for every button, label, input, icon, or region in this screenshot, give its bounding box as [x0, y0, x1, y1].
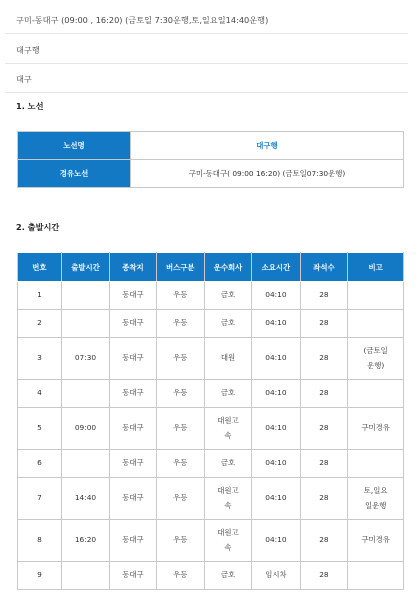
cell-no: 4	[18, 380, 62, 408]
table-row	[18, 478, 404, 520]
cell-dest: 동대구	[110, 478, 157, 520]
route-full-title: 구미-동대구 (09:00 , 16:20) (금토일 7:30운행,토,일요일14:40운행)	[16, 15, 269, 25]
cell-company: 금호	[204, 450, 252, 478]
table-row	[18, 408, 404, 450]
cell-duration: 임시차	[252, 562, 300, 590]
cell-seats: 28	[300, 338, 348, 380]
divider	[5, 33, 408, 34]
cell-note: (금토일 운행)	[348, 338, 404, 380]
cell-dest: 동대구	[110, 338, 157, 380]
cell-company: 대원고 속	[204, 478, 252, 520]
via-route-header: 경유노선	[18, 160, 131, 188]
cell-note: 구미경유	[348, 520, 404, 562]
cell-bus: 우등	[156, 282, 204, 310]
cell-dest: 동대구	[110, 562, 157, 590]
cell-seats: 28	[300, 380, 348, 408]
cell-duration: 04:10	[252, 520, 300, 562]
cell-company: 대원고 속	[204, 520, 252, 562]
cell-no: 6	[18, 450, 62, 478]
cell-company: 금호	[204, 380, 252, 408]
cell-note	[348, 282, 404, 310]
table-row	[18, 310, 404, 338]
schedule-header-row	[18, 253, 404, 282]
cell-depart	[61, 450, 109, 478]
cell-duration: 04:10	[252, 282, 300, 310]
section-departure-title: 2. 출발시간	[16, 222, 60, 232]
cell-no: 2	[18, 310, 62, 338]
cell-seats: 28	[300, 282, 348, 310]
divider	[5, 92, 408, 93]
table-row	[18, 450, 404, 478]
cell-depart	[61, 282, 109, 310]
cell-no: 1	[18, 282, 62, 310]
cell-note: 토,일요 일운행	[348, 478, 404, 520]
cell-dest: 동대구	[110, 282, 157, 310]
section-route-title: 1. 노선	[16, 101, 44, 111]
cell-company: 금호	[204, 282, 252, 310]
schedule-body	[18, 282, 404, 590]
cell-bus: 우등	[156, 562, 204, 590]
cell-duration: 04:10	[252, 478, 300, 520]
cell-no: 7	[18, 478, 62, 520]
column-header: 좌석수	[300, 253, 348, 282]
table-row	[18, 282, 404, 310]
table-row	[18, 338, 404, 380]
cell-seats: 28	[300, 520, 348, 562]
cell-dest: 동대구	[110, 520, 157, 562]
cell-depart: 07:30	[61, 338, 109, 380]
cell-bus: 우등	[156, 310, 204, 338]
cell-note	[348, 380, 404, 408]
cell-depart: 09:00	[61, 408, 109, 450]
cell-duration: 04:10	[252, 380, 300, 408]
cell-no: 3	[18, 338, 62, 380]
route-name-value: 대구행	[131, 132, 404, 160]
cell-company: 대원	[204, 338, 252, 380]
cell-no: 8	[18, 520, 62, 562]
cell-bus: 우등	[156, 380, 204, 408]
column-header: 비고	[348, 253, 404, 282]
cell-note	[348, 310, 404, 338]
cell-dest: 동대구	[110, 310, 157, 338]
cell-depart	[61, 310, 109, 338]
cell-depart: 16:20	[61, 520, 109, 562]
cell-note: 구미경유	[348, 408, 404, 450]
column-header: 소요시간	[252, 253, 300, 282]
cell-dest: 동대구	[110, 450, 157, 478]
cell-bus: 우등	[156, 408, 204, 450]
cell-seats: 28	[300, 408, 348, 450]
cell-depart	[61, 562, 109, 590]
cell-seats: 28	[300, 562, 348, 590]
cell-duration: 04:10	[252, 338, 300, 380]
cell-note	[348, 450, 404, 478]
cell-seats: 28	[300, 478, 348, 520]
table-row	[18, 520, 404, 562]
cell-duration: 04:10	[252, 450, 300, 478]
cell-bus: 우등	[156, 478, 204, 520]
cell-company: 대원고 속	[204, 408, 252, 450]
cell-no: 9	[18, 562, 62, 590]
cell-bus: 우등	[156, 450, 204, 478]
table-row	[18, 380, 404, 408]
column-header: 번호	[18, 253, 62, 282]
cell-depart	[61, 380, 109, 408]
via-route-value: 구미-동대구( 09:00 16:20) (금토일07:30운행)	[131, 160, 404, 188]
cell-duration: 04:10	[252, 310, 300, 338]
destination-label: 대구	[16, 74, 32, 84]
cell-company: 금호	[204, 562, 252, 590]
direction-label: 대구행	[16, 45, 40, 55]
column-header: 버스구분	[156, 253, 204, 282]
cell-bus: 우등	[156, 338, 204, 380]
column-header: 운수회사	[204, 253, 252, 282]
cell-dest: 동대구	[110, 380, 157, 408]
cell-bus: 우등	[156, 520, 204, 562]
cell-dest: 동대구	[110, 408, 157, 450]
cell-seats: 28	[300, 450, 348, 478]
cell-depart: 14:40	[61, 478, 109, 520]
column-header: 출발시간	[61, 253, 109, 282]
cell-note	[348, 562, 404, 590]
cell-seats: 28	[300, 310, 348, 338]
divider	[5, 63, 408, 64]
schedule-table	[17, 252, 404, 590]
route-name-header: 노선명	[18, 132, 131, 160]
column-header: 종착지	[110, 253, 157, 282]
table-row	[18, 562, 404, 590]
cell-duration: 04:10	[252, 408, 300, 450]
route-table	[17, 131, 404, 188]
cell-no: 5	[18, 408, 62, 450]
cell-company: 금호	[204, 310, 252, 338]
